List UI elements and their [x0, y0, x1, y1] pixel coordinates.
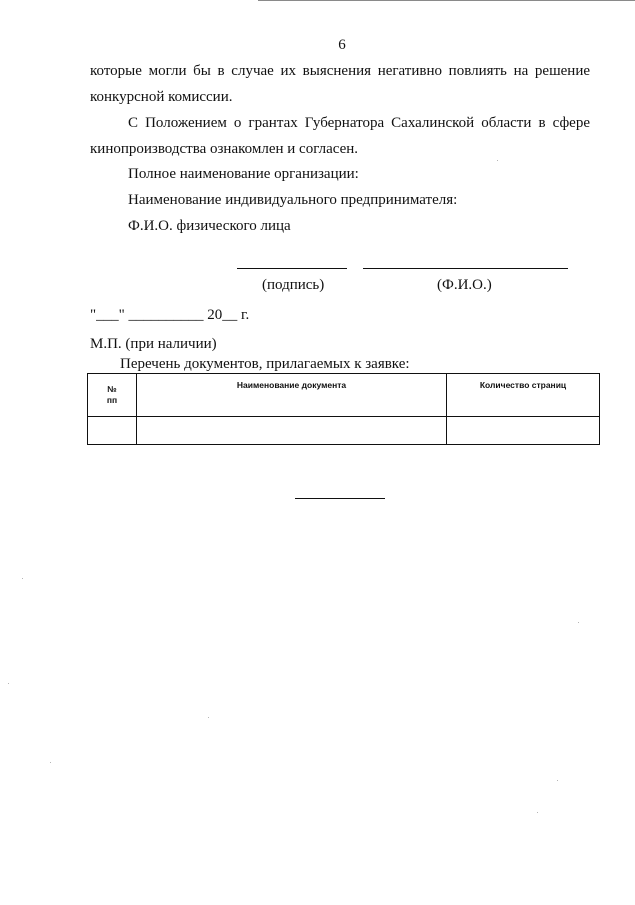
paragraph-2-line-2: кинопроизводства ознакомлен и согласен. — [90, 141, 359, 157]
header-number-line-1: № — [107, 384, 117, 394]
stamp-label: М.П. (при наличии) — [90, 336, 217, 352]
full-name-line — [363, 268, 568, 269]
scan-speck — [537, 812, 538, 813]
scan-speck — [8, 683, 9, 684]
scan-speck — [578, 622, 579, 623]
individual-name-label: Ф.И.О. физического лица — [128, 218, 291, 234]
cell-number — [88, 417, 137, 445]
paragraph-1-line-1: которые могли бы в случае их выяснения негативно повлиять на решение — [90, 63, 590, 79]
documents-table-caption: Перечень документов, прилагаемых к заявке: — [120, 356, 410, 372]
table-row — [88, 417, 600, 445]
header-page-count: Количество страниц — [447, 374, 600, 417]
top-border-rule — [258, 0, 635, 1]
scan-speck — [557, 780, 558, 781]
documents-table — [87, 373, 600, 445]
scan-speck — [50, 762, 51, 763]
paragraph-2-line-1: С Положением о грантах Губернатора Сахалинской области в сфере — [128, 115, 590, 131]
entrepreneur-name-label: Наименование индивидуального предпринимателя: — [128, 192, 458, 208]
full-name-caption: (Ф.И.О.) — [437, 277, 492, 293]
paragraph-1-line-2: конкурсной комиссии. — [90, 89, 233, 105]
header-document-name: Наименование документа — [137, 374, 447, 417]
scan-speck — [208, 717, 209, 718]
organization-name-label: Полное наименование организации: — [128, 166, 359, 182]
scan-speck — [497, 160, 498, 161]
scan-speck — [22, 578, 23, 579]
header-number-line-2: пп — [106, 395, 118, 405]
page-number: 6 — [338, 37, 346, 53]
table-header-row — [88, 374, 600, 417]
cell-document-name — [137, 417, 447, 445]
signature-caption: (подпись) — [262, 277, 325, 293]
end-separator-line — [295, 498, 385, 499]
signature-line — [237, 268, 347, 269]
date-line: "___" __________ 20__ г. — [90, 307, 250, 323]
cell-page-count — [447, 417, 600, 445]
header-number — [88, 374, 137, 417]
